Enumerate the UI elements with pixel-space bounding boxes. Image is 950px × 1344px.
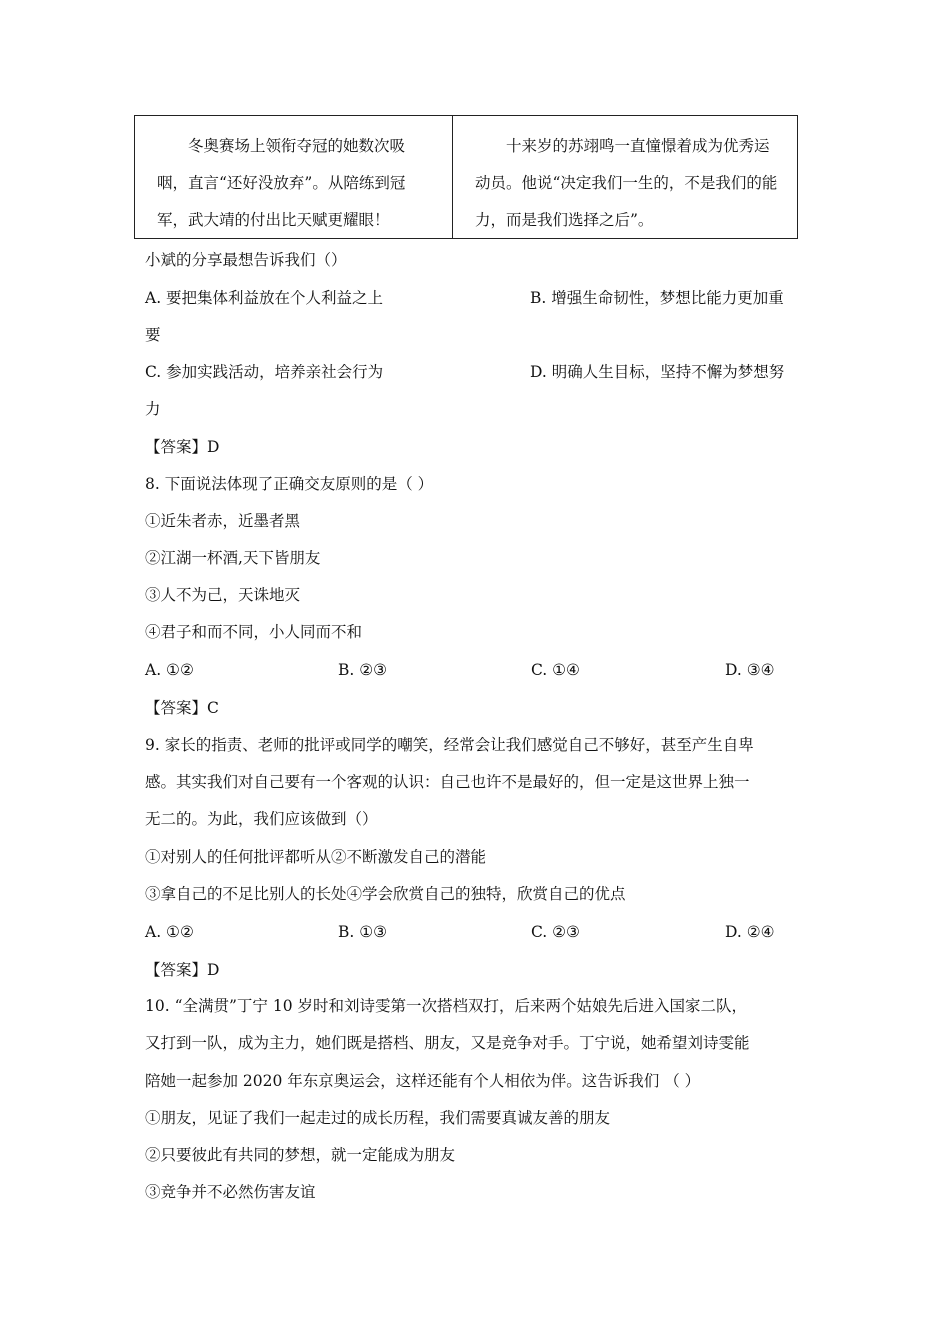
q8-option-a: A. ①②: [145, 661, 194, 679]
q8-option-d: D. ③④: [725, 661, 775, 679]
q9-item-2: ③拿自己的不足比别人的长处④学会欣赏自己的独特，欣赏自己的优点: [145, 885, 626, 903]
q9-stem-line-2: 感。其实我们对自己要有一个客观的认识：自己也许不是最好的，但一定是这世界上独一: [145, 773, 750, 791]
q9-option-b: B. ①③: [338, 923, 388, 941]
q7-option-c: C. 参加实践活动，培养亲社会行为: [145, 363, 384, 381]
q10-item-2: ②只要彼此有共同的梦想，就一定能成为朋友: [145, 1146, 456, 1164]
q8-item-4: ④君子和而不同，小人同而不和: [145, 623, 363, 641]
q8-option-c: C. ①④: [531, 661, 580, 679]
q8-option-b: B. ②③: [338, 661, 388, 679]
q8-item-1: ①近朱者赤，近墨者黑: [145, 512, 301, 530]
q9-option-d: D. ②④: [725, 923, 775, 941]
q7-option-d: D. 明确人生目标，坚持不懈为梦想努: [530, 363, 785, 381]
case-cell-left: [135, 116, 453, 238]
case-text-right: 十来岁的苏翊鸣一直憧憬着成为优秀运动员。他说“决定我们一生的，不是我们的能力，而是我们选择之后”。: [475, 137, 778, 229]
q8-answer: 【答案】C: [145, 699, 219, 717]
q10-stem-line-1: 10. “全满贯”丁宁 10 岁时和刘诗雯第一次搭档双打，后来两个姑娘先后进入国家二队，: [145, 997, 748, 1015]
case-table: [134, 115, 798, 239]
q7-stem: 小斌的分享最想告诉我们（）: [145, 251, 347, 269]
q8-item-2: ②江湖一杯酒,天下皆朋友: [145, 549, 321, 567]
q10-item-1: ①朋友，见证了我们一起走过的成长历程，我们需要真诚友善的朋友: [145, 1109, 611, 1127]
q9-option-a: A. ①②: [145, 923, 194, 941]
q7-option-d-wrap: 力: [145, 400, 161, 418]
case-cell-right: [453, 116, 799, 238]
q10-stem-line-3: 陪她一起参加 2020 年东京奥运会，这样还能有个人相依为伴。这告诉我们 （ ）: [145, 1072, 701, 1090]
q9-answer: 【答案】D: [145, 961, 220, 979]
q9-option-c: C. ②③: [531, 923, 580, 941]
q7-answer: 【答案】D: [145, 438, 220, 456]
q9-stem-line-3: 无二的。为此，我们应该做到（）: [145, 810, 378, 828]
q8-stem: 8. 下面说法体现了正确交友原则的是（ ）: [145, 475, 434, 493]
q7-option-b: B. 增强生命韧性，梦想比能力更加重: [530, 289, 784, 307]
case-text-left: 冬奥赛场上领衔夺冠的她数次吸咽，直言“还好没放弃”。从陪练到冠军，武大靖的付出比天赋更耀眼！: [157, 137, 406, 229]
q10-stem-line-2: 又打到一队，成为主力，她们既是搭档、朋友，又是竞争对手。丁宁说，她希望刘诗雯能: [145, 1034, 750, 1052]
q9-stem-line-1: 9. 家长的指责、老师的批评或同学的嘲笑，经常会让我们感觉自己不够好，甚至产生自卑: [145, 736, 754, 754]
q10-item-3: ③竞争并不必然伤害友谊: [145, 1183, 316, 1201]
q8-item-3: ③人不为己，天诛地灭: [145, 586, 301, 604]
q9-item-1: ①对别人的任何批评都听从②不断激发自己的潜能: [145, 848, 487, 866]
q7-option-a: A. 要把集体利益放在个人利益之上: [145, 289, 384, 307]
q7-option-b-wrap: 要: [145, 326, 161, 344]
